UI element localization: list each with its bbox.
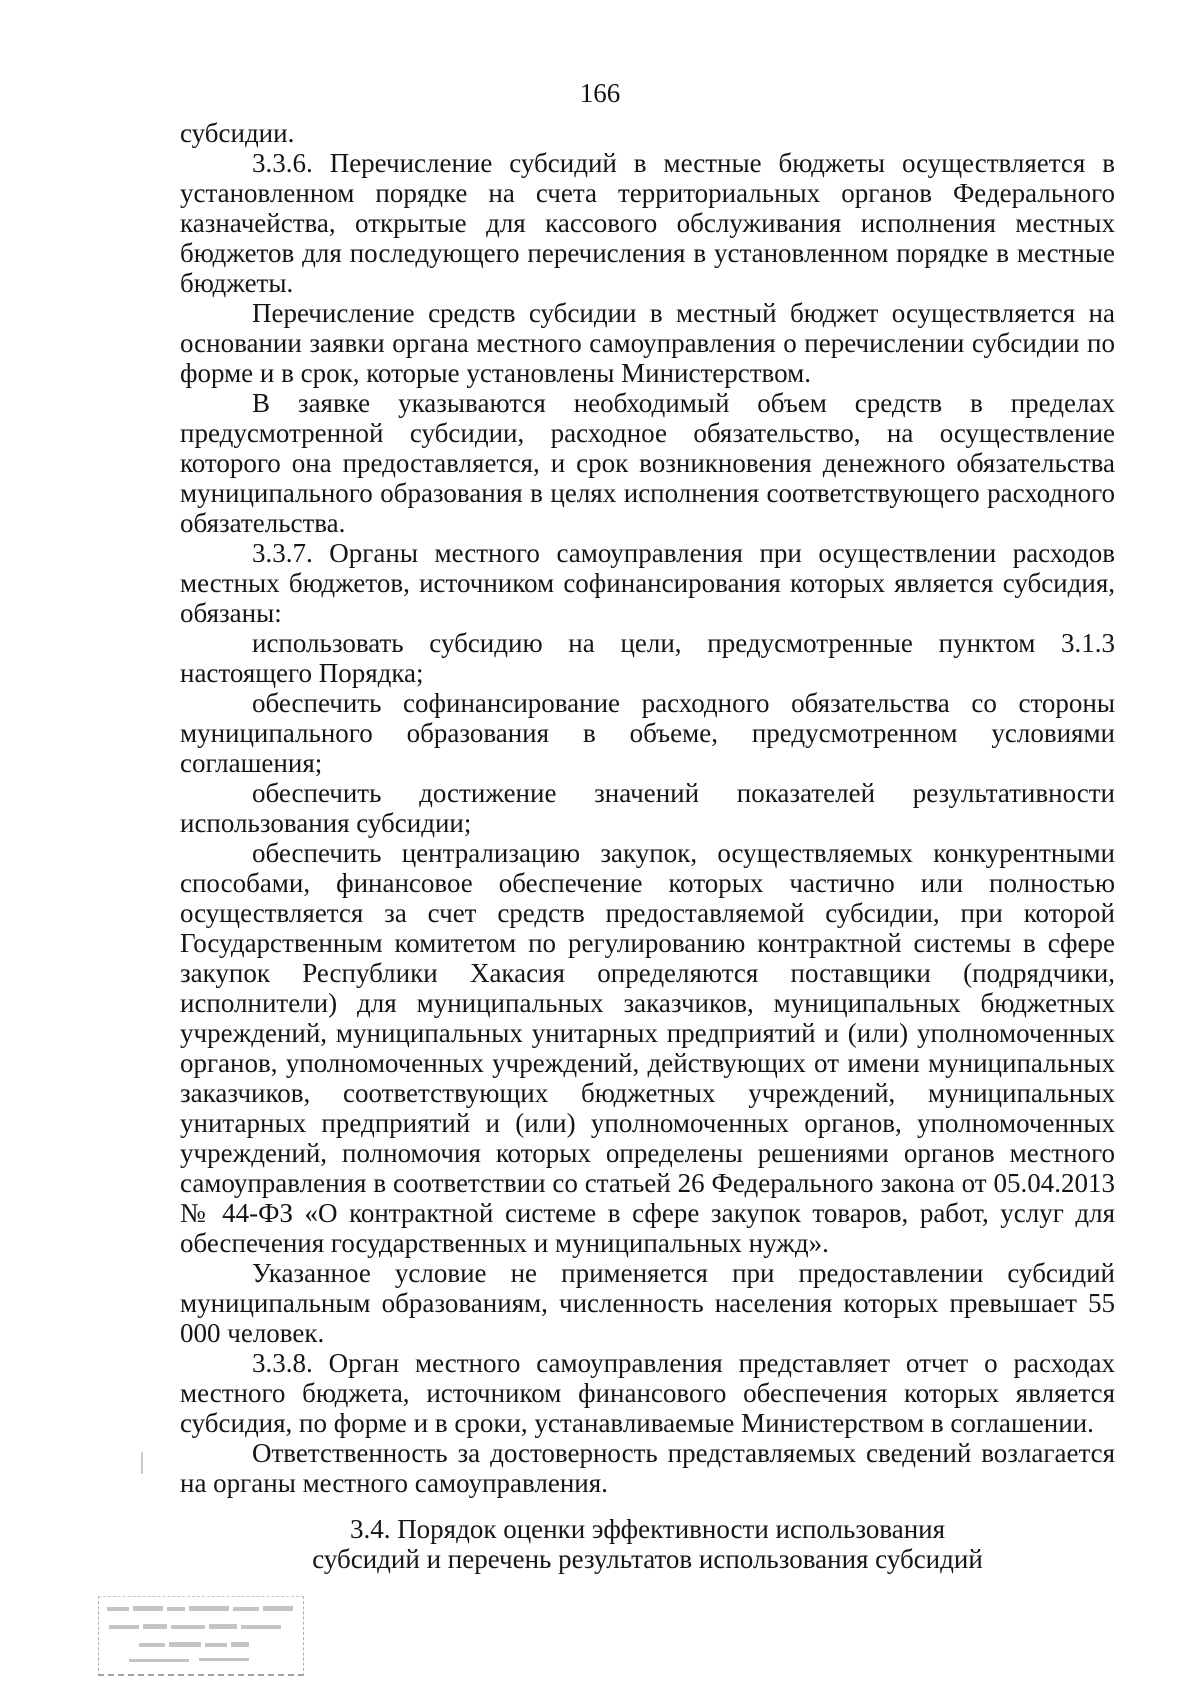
paragraph-application-contents: В заявке указываются необходимый объем средств в пределах предусмотренной субсидии, расходное обязательство, на осуществление которого она предоставляется, и срок возникновения денежного обязательства муниципального образования в целях исполнения соответствующего расходного обязательства. <box>180 388 1115 538</box>
document-body <box>180 118 1115 1498</box>
section-heading-line-2: субсидий и перечень результатов использования субсидий <box>312 1544 983 1574</box>
paragraph-3-3-8: 3.3.8. Орган местного самоуправления представляет отчет о расходах местного бюджета, источником финансового обеспечения которых является субсидия, по форме и в сроки, устанавливаемые Министерством в соглашении. <box>180 1348 1115 1438</box>
section-heading-line-1: 3.4. Порядок оценки эффективности использования <box>349 1514 946 1544</box>
registration-stamp-image <box>98 1596 304 1676</box>
obligation-item-centralization: обеспечить централизацию закупок, осуществляемых конкурентными способами, финансовое обеспечение которых частично или полностью осуществляется за счет средств предоставляемой субсидии, при которой Государственным комитетом по регулированию контрактной системы в сфере закупок Республики Хакасия определяются поставщики (подрядчики, исполнители) для муниципальных заказчиков, муниципальных бюджетных учреждений, муниципальных унитарных предприятий и (или) уполномоченных органов, уполномоченных учреждений, действующих от имени муниципальных заказчиков, соответствующих бюджетных учреждений, муниципальных унитарных предприятий и (или) уполномоченных органов, уполномоченных учреждений, полномочия которых определены решениями органов местного самоуправления в соответствии со статьей 26 Федерального закона от 05.04.2013 № 44-ФЗ «О контрактной системе в сфере закупок товаров, работ, услуг для обеспечения государственных и муниципальных нужд». <box>180 838 1115 1258</box>
paragraph-continuation: субсидии. <box>180 118 295 148</box>
section-heading-3-4 <box>180 1514 1115 1574</box>
obligation-item-use-subsidy: использовать субсидию на цели, предусмотренные пунктом 3.1.3 настоящего Порядка; <box>180 628 1115 688</box>
paragraph-responsibility: Ответственность за достоверность представляемых сведений возлагается на органы местного самоуправления. <box>180 1438 1115 1498</box>
stamp-smudge-graphic <box>99 1597 303 1674</box>
obligation-item-cofinancing: обеспечить софинансирование расходного обязательства со стороны муниципального образования в объеме, предусмотренном условиями соглашения; <box>180 688 1115 778</box>
paragraph-3-3-6: 3.3.6. Перечисление субсидий в местные бюджеты осуществляется в установленном порядке на счета территориальных органов Федерального казначейства, открытые для кассового обслуживания исполнения местных бюджетов для последующего перечисления в установленном порядке в местные бюджеты. <box>180 148 1115 298</box>
obligation-item-performance: обеспечить достижение значений показателей результативности использования субсидии; <box>180 778 1115 838</box>
paragraph-transfer-basis: Перечисление средств субсидии в местный бюджет осуществляется на основании заявки органа местного самоуправления о перечислении субсидии по форме и в срок, которые установлены Министерством. <box>180 298 1115 388</box>
paragraph-3-3-7: 3.3.7. Органы местного самоуправления при осуществлении расходов местных бюджетов, источником софинансирования которых является субсидия, обязаны: <box>180 538 1115 628</box>
scan-artifact-mark <box>141 1452 143 1474</box>
page-number: 166 <box>579 78 621 108</box>
paragraph-population-exception: Указанное условие не применяется при предоставлении субсидий муниципальным образованиям, численность населения которых превышает 55 000 человек. <box>180 1258 1115 1348</box>
